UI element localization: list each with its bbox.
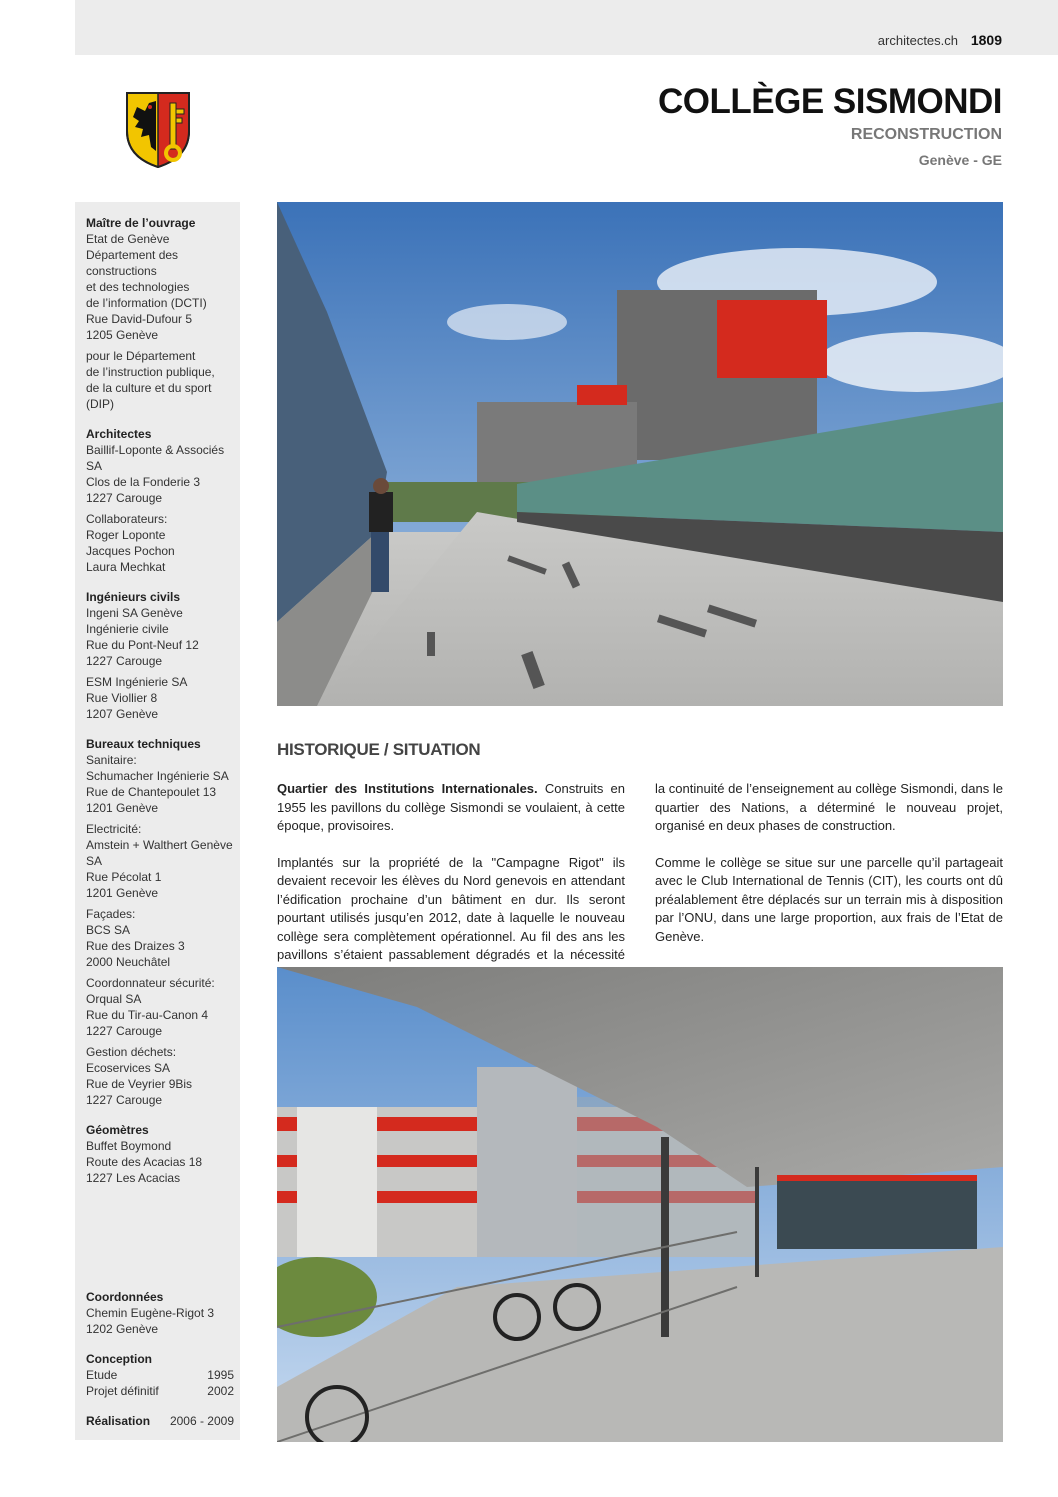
credit-line: 1227 Les Acacias (86, 1171, 181, 1185)
technical-offices-heading: Bureaux techniques (86, 737, 201, 751)
credit-line: Sanitaire: (86, 753, 137, 767)
conception-row (86, 1383, 236, 1399)
credit-line: Jacques Pochon (86, 544, 175, 558)
credit-line: 2000 Neuchâtel (86, 955, 171, 969)
credit-line: de l’information (DCTI) (86, 296, 207, 310)
civil-engineers-heading: Ingénieurs civils (86, 590, 181, 604)
credit-line: 1201 Genève (86, 801, 159, 815)
credit-line: 1205 Genève (86, 328, 159, 342)
conception-heading: Conception (86, 1352, 152, 1366)
credit-line: Baillif-Loponte & Associés SA (86, 443, 225, 473)
credit-line: pour le Département (86, 349, 196, 363)
surveyors-heading: Géomètres (86, 1123, 149, 1137)
credit-line: Rue de Chantepoulet 13 (86, 785, 217, 799)
credit-line: Amstein + Walthert Genève SA (86, 838, 233, 868)
credit-line: de l’instruction publique, (86, 365, 215, 379)
paragraph: Comme le collège se situe sur une parcelle qu’il partageait avec le Club International de Tennis (CIT), les courts ont dû préalablement être déplacés sur un terrain mis à disposition par l’ONU, dans une large proportion, aux frais de l’Etat de Genève. (655, 854, 1003, 944)
credits-top-block (86, 215, 236, 1186)
paragraph-text: Construits en 1955 les pavillons du collège Sismondi se voulaient, à cette époque, provisoires. (277, 781, 626, 833)
conception-value: 1995 (207, 1368, 234, 1382)
credit-line: Département des constructions (86, 248, 179, 278)
credit-line: ESM Ingénierie SA (86, 675, 188, 689)
owner-heading: Maître de l’ouvrage (86, 216, 196, 230)
page-location: Genève - GE (918, 152, 1002, 168)
rooftop-terrace-photo (277, 202, 1003, 706)
page-title: COLLÈGE SISMONDI (658, 82, 1002, 121)
credit-line: 1201 Genève (86, 886, 159, 900)
credit-line: 1227 Carouge (86, 654, 163, 668)
credit-line: Ingénierie civile (86, 622, 169, 636)
conception-label: Projet définitif (86, 1384, 159, 1398)
credit-line: 1227 Carouge (86, 491, 163, 505)
credit-line: Schumacher Ingénierie SA (86, 769, 229, 783)
coordinates-heading: Coordonnées (86, 1290, 164, 1304)
credit-line: Rue du Tir-au-Canon 4 (86, 1008, 209, 1022)
credit-line: Laura Mechkat (86, 560, 166, 574)
credit-line: Buffet Boymond (86, 1139, 172, 1153)
credit-line: Rue des Draizes 3 (86, 939, 185, 953)
credit-line: de la culture et du sport (DIP) (86, 381, 212, 411)
conception-value: 2002 (207, 1384, 234, 1398)
page-number: 1809 (970, 32, 1002, 48)
header-band (75, 0, 1058, 55)
credit-line: Ecoservices SA (86, 1061, 171, 1075)
realisation-value: 2006 - 2009 (169, 1414, 234, 1428)
site-name[interactable]: architectes.ch (877, 33, 958, 48)
realisation-row (86, 1413, 236, 1429)
credit-line: Chemin Eugène-Rigot 3 (86, 1306, 215, 1320)
architects-heading: Architectes (86, 427, 152, 441)
credit-line: et des technologies (86, 280, 190, 294)
credit-line: Rue David-Dufour 5 (86, 312, 193, 326)
credit-line: 1207 Genève (86, 707, 159, 721)
conception-row (86, 1367, 236, 1383)
credit-line: Coordonnateur sécurité: (86, 976, 215, 990)
credit-line: Ingeni SA Genève (86, 606, 183, 620)
paragraph: la continuité de l’enseignement au collège Sismondi, dans le quartier des Nations, a déterminé le nouveau projet, organisé en deux phases de construction. (655, 781, 1003, 833)
credit-line: Façades: (86, 907, 136, 921)
credit-line: Etat de Genève (86, 232, 170, 246)
paragraph (277, 780, 625, 836)
credit-line: Gestion déchets: (86, 1045, 177, 1059)
credit-line: Collaborateurs: (86, 512, 168, 526)
credit-line: 1227 Carouge (86, 1093, 163, 1107)
paragraph: Implantés sur la propriété de la "Campagne Rigot" ils devaient recevoir les élèves du Nord genevois en attendant l’édification prochaine d’un bâtiment en dur. Ils seront pourtant utilisés jusqu’en 2012, date à laquelle le nouveau collège sera complètement opérationnel. Au fil des ans les pavillons s’étaient passablement dégradés et la nécessité (277, 854, 625, 962)
credit-line: BCS SA (86, 923, 131, 937)
paragraph-lead: Quartier des Institutions Internationales. (277, 781, 538, 796)
credit-line: 1227 Carouge (86, 1024, 163, 1038)
credit-line: Orqual SA (86, 992, 142, 1006)
credit-line: Route des Acacias 18 (86, 1155, 203, 1169)
credit-line: Clos de la Fonderie 3 (86, 475, 201, 489)
credit-line: Rue Viollier 8 (86, 691, 158, 705)
credit-line: Electricité: (86, 822, 142, 836)
realisation-label: Réalisation (86, 1414, 151, 1428)
geneva-coat-of-arms-icon (125, 91, 191, 169)
section-heading: HISTORIQUE / SITUATION (277, 740, 481, 759)
page-subtitle: RECONSTRUCTION (850, 126, 1002, 143)
credit-line: Rue du Pont-Neuf 12 (86, 638, 199, 652)
covered-walkway-photo (277, 967, 1003, 1442)
credit-line: Roger Loponte (86, 528, 166, 542)
project-credits-sidebar (75, 202, 240, 1440)
credit-line: Rue Pécolat 1 (86, 870, 162, 884)
article-column-right (655, 780, 1003, 964)
credits-bottom-block (86, 1289, 236, 1429)
credit-line: 1202 Genève (86, 1322, 159, 1336)
credit-line: Rue de Veyrier 9Bis (86, 1077, 193, 1091)
conception-label: Etude (86, 1368, 118, 1382)
